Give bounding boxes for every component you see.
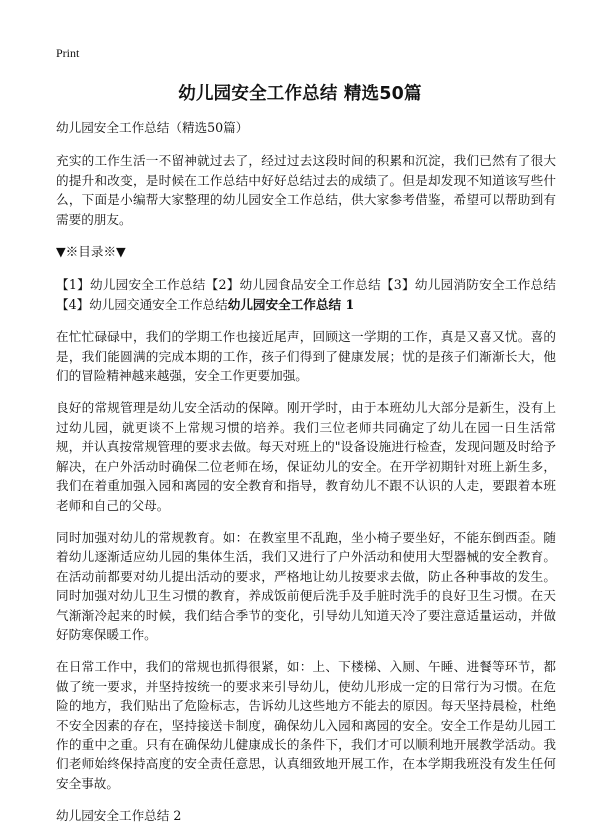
- section-heading-1: 幼儿园安全工作总结 1: [227, 296, 355, 312]
- page-title: 幼儿园安全工作总结 精选50篇: [178, 84, 422, 104]
- toc-marker: ▼※目录※▼: [56, 244, 126, 260]
- body-paragraph-3: 同时加强对幼儿的常规教育。如：在教室里不乱跑，坐小椅子要坐好，不能东倒西歪。随着幼儿逐渐适应幼儿园的集体生活，我们又进行了户外活动和使用大型器械的安全教育。在活动前都要对幼儿提出活动的要求，严格地让幼儿按要求去做，防止各种事故的发生。同时加强对幼儿卫生习惯的教育，养成饭前便后洗手及手脏时洗手的良好卫生习惯。在天气渐渐冷起来的时候，我们结合季节的变化，引导幼儿知道天冷了要注意适量运动，并做好防寒保暖工作。: [56, 529, 556, 642]
- body-paragraph-2: 良好的常规管理是幼儿安全活动的保障。刚开学时，由于本班幼儿大部分是新生，没有上过幼儿园，就更谈不上常规习惯的培养。我们三位老师共同确定了幼儿在园一日生活常规，并认真按常规管理的要求去做。每天对班上的"设备设施进行检查，发现问题及时给予解决，在户外活动时确保二位老师在场，保证幼儿的安全。在开学初期针对班上新生多，我们在着重加强入园和离园的安全教育和指导，教育幼儿不跟不认识的人走，要跟着本班老师和自己的父母。: [56, 400, 556, 513]
- section-heading-2: 幼儿园安全工作总结 2: [56, 808, 182, 824]
- intro-paragraph: 充实的工作生活一不留神就过去了，经过过去这段时间的积累和沉淀，我们已然有了很大的提升和改变，是时候在工作总结中好好总结过去的成绩了。但是却发现不知道该写些什么，下面是小编帮大家整理的幼儿园安全工作总结，供大家参考借鉴，希望可以帮助到有需要的朋友。: [56, 153, 556, 227]
- print-label[interactable]: Print: [56, 46, 80, 60]
- article-subtitle: 幼儿园安全工作总结（精选50篇）: [56, 120, 249, 135]
- body-paragraph-1: 在忙忙碌碌中，我们的学期工作也接近尾声，回顾这一学期的工作，真是又喜又忧。喜的是，我们能圆满的完成本期的工作，孩子们得到了健康发展；忧的是孩子们渐渐长大，他们的冒险精神越来越强，安全工作更要加强。: [56, 329, 556, 384]
- article-body: [56, 118, 556, 839]
- toc-links[interactable]: 【1】幼儿园安全工作总结【2】幼儿园食品安全工作总结【3】幼儿园消防安全工作总结【4】幼儿园交通安全工作总结: [56, 277, 556, 312]
- toc-line: [56, 275, 556, 314]
- body-paragraph-4: 在日常工作中，我们的常规也抓得很紧，如：上、下楼梯、入厕、午睡、进餐等环节，都做了统一要求，并坚持按统一的要求来引导幼儿，使幼儿形成一定的日常行为习惯。在危险的地方，我们贴出了危险标志，告诉幼儿这些地方不能去的原因。每天坚持晨检，杜绝不安全因素的存在，坚持接送卡制度，确保幼儿入园和离园的安全。安全工作是幼儿园工作的重中之重。只有在确保幼儿健康成长的条件下，我们才可以顺利地开展教学活动。我们老师始终保持高度的安全责任意思，认真细致地开展工作，在本学期我班没有发生任何安全事故。: [56, 659, 556, 791]
